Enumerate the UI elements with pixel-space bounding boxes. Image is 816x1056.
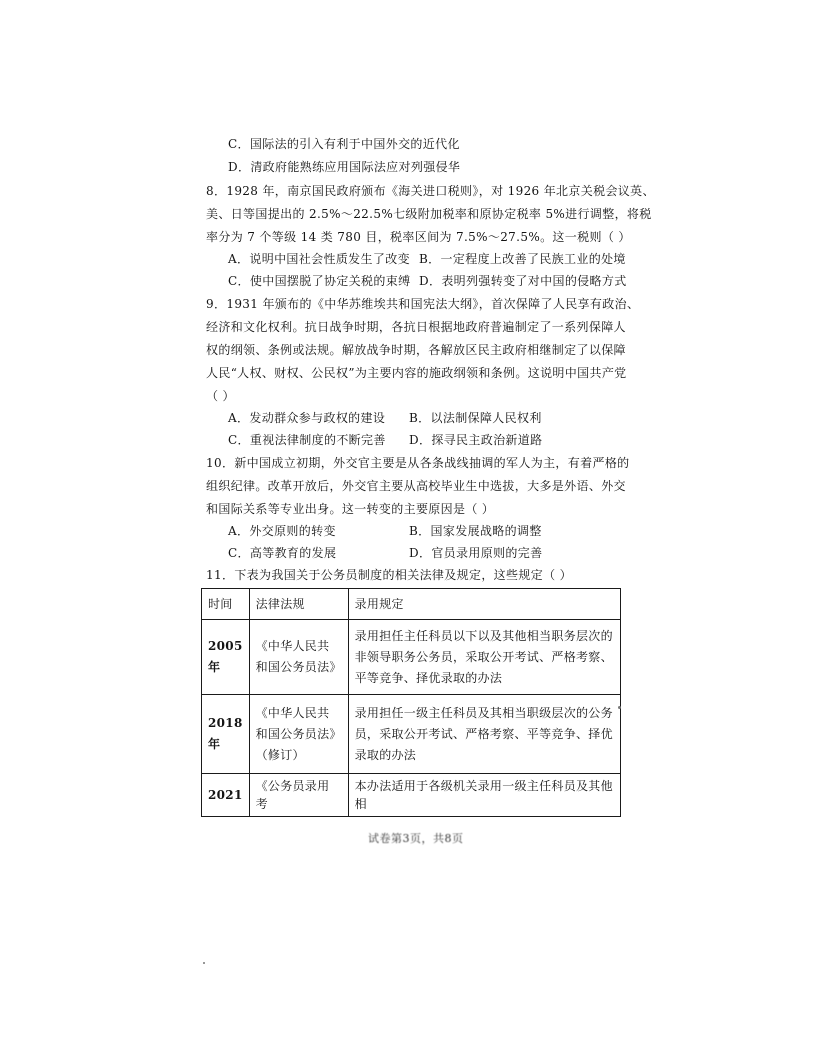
table-header-year: 时间 [202, 589, 250, 620]
civil-servant-law-table [201, 588, 621, 817]
q11-stem: 11．下表为我国关于公务员制度的相关法律及规定，这些规定（ ） [206, 568, 572, 582]
table-header-row [202, 589, 621, 620]
q7-option-d: D．清政府能熟练应用国际法应对列强侵华 [228, 160, 461, 174]
table-header-law: 法律法规 [249, 589, 348, 620]
q10-option-a: A．外交原则的转变 [228, 524, 336, 538]
scan-speck [203, 962, 205, 964]
q9-option-a: A．发动群众参与政权的建设 [228, 411, 386, 425]
table-cell-year: 2021 [202, 774, 250, 817]
table-cell-rule: 录用担任主任科员以下以及其他相当职务层次的非领导职务公务员，采取公开考试、严格考察、平等竞争、择优录取的办法 [348, 620, 620, 695]
q9-option-b: B．以法制保障人民权利 [409, 411, 542, 425]
table-row [202, 695, 621, 774]
q9-stem-line-1: 9．1931 年颁布的《中华苏维埃共和国宪法大纲》，首次保障了人民享有政治、 [206, 297, 640, 311]
q9-stem-line-2: 经济和文化权利。抗日战争时期，各抗日根据地政府普遍制定了一系列保障人 [206, 320, 626, 334]
table-cell-year: 2018年 [202, 695, 250, 774]
q8-option-a: A．说明中国社会性质发生了改变 [228, 252, 410, 266]
q8-stem-line-2: 美、日等国提出的 2.5%～22.5%七级附加税率和原协定税率 5%进行调整，将税 [206, 207, 652, 221]
table-cell-law: 《中华人民共和国公务员法》 [249, 620, 348, 695]
q10-option-d: D．官员录用原则的完善 [409, 546, 543, 560]
q8-stem-line-1: 8．1928 年，南京国民政府颁布《海关进口税则》，对 1926 年北京关税会议英、 [206, 184, 655, 198]
table-cell-rule: 录用担任一级主任科员及其相当职级层次的公务员，采取公开考试、严格考察、平等竞争、择优录取的办法 [348, 695, 620, 774]
q9-stem-line-4: 人民“人权、财权、公民权”为主要内容的施政纲领和条例。这说明中国共产党 [206, 366, 627, 380]
q8-stem-line-3: 率分为 7 个等级 14 类 780 目，税率区间为 7.5%～27.5%。这一税则（ ） [206, 230, 631, 244]
table-cell-law: 《中华人民共和国公务员法》（修订） [249, 695, 348, 774]
q9-option-d: D．探寻民主政治新道路 [409, 433, 543, 447]
page-footer: 试卷第3页，共8页 [368, 832, 464, 845]
q8-option-c: C．使中国摆脱了协定关税的束缚 [228, 274, 411, 288]
scan-speck [618, 706, 621, 709]
table-row [202, 774, 621, 817]
q10-stem-line-2: 组织纪律。改革开放后，外交官主要从高校毕业生中选拔，大多是外语、外交 [206, 479, 626, 493]
q10-stem-line-3: 和国际关系等专业出身。这一转变的主要原因是（ ） [206, 502, 495, 516]
q9-stem-line-3: 权的纲领、条例或法规。解放战争时期，各解放区民主政府相继制定了以保障 [206, 343, 626, 357]
q10-option-c: C．高等教育的发展 [228, 546, 337, 560]
table-row [202, 620, 621, 695]
q10-option-b: B．国家发展战略的调整 [409, 524, 542, 538]
table-cell-year: 2005年 [202, 620, 250, 695]
table-header-rule: 录用规定 [348, 589, 620, 620]
table-cell-rule: 本办法适用于各级机关录用一级主任科员及其他相 [348, 774, 620, 817]
q8-option-d: D．表明列强转变了对中国的侵略方式 [419, 274, 627, 288]
q8-option-b: B．一定程度上改善了民族工业的处境 [419, 252, 626, 266]
q9-stem-line-5: （ ） [206, 389, 235, 403]
q9-option-c: C．重视法律制度的不断完善 [228, 433, 386, 447]
q7-option-c: C．国际法的引入有利于中国外交的近代化 [228, 137, 460, 151]
table-cell-law: 《公务员录用考 [249, 774, 348, 817]
q10-stem-line-1: 10．新中国成立初期，外交官主要是从各条战线抽调的军人为主，有着严格的 [206, 456, 630, 470]
